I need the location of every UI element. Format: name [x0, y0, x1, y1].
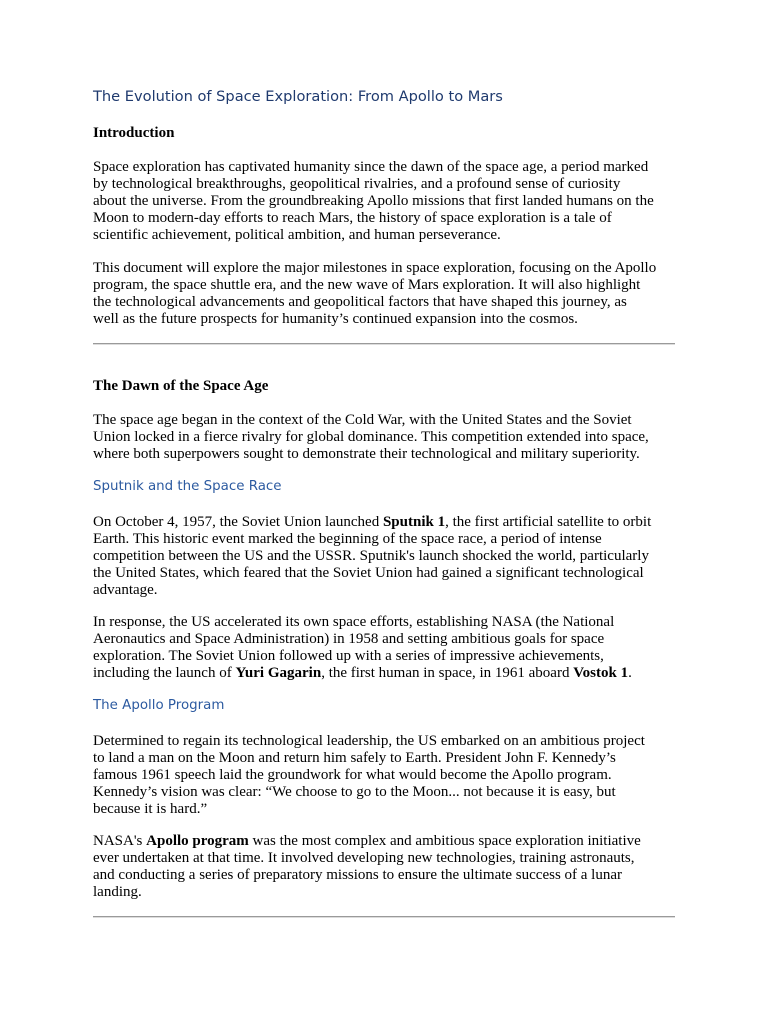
text-run: including the launch of — [93, 665, 236, 681]
text-line: Union locked in a fierce rivalry for global dominance. This competition extended into space, — [93, 429, 649, 445]
text-line: scientific achievement, political ambition, and human perseverance. — [93, 227, 501, 243]
text-run: On October 4, 1957, the Soviet Union launched — [93, 514, 383, 530]
sputnik-paragraph-2 — [93, 614, 676, 682]
text-line: by technological breakthroughs, geopolitical rivalries, and a profound sense of curiosity — [93, 176, 621, 192]
bold-term-sputnik-1: Sputnik 1 — [382, 514, 446, 530]
text-line: The space age began in the context of the Cold War, with the United States and the Soviet — [93, 412, 632, 428]
intro-paragraph-2 — [93, 260, 676, 328]
intro-paragraph-1 — [93, 159, 676, 244]
text-line: the United States, which feared that the Soviet Union had gained a significant technological — [93, 565, 644, 581]
text-line: the technological advancements and geopolitical factors that have shaped this journey, as — [93, 294, 627, 310]
text-line — [93, 665, 676, 682]
text-line: Determined to regain its technological leadership, the US embarked on an ambitious project — [93, 733, 645, 749]
text-line: Space exploration has captivated humanity since the dawn of the space age, a period marked — [93, 159, 649, 175]
text-run: , the first human in space, in 1961 aboard — [321, 665, 574, 681]
sputnik-paragraph-1 — [93, 514, 676, 599]
text-line: Moon to modern-day efforts to reach Mars, the history of space exploration is a tale of — [93, 210, 612, 226]
bold-term-vostok-1: Vostok 1 — [573, 665, 629, 681]
text-line: to land a man on the Moon and return him safely to Earth. President John F. Kennedy’s — [93, 750, 616, 766]
text-line — [93, 514, 676, 531]
text-line: where both superpowers sought to demonstrate their technological and military superiority. — [93, 446, 640, 462]
horizontal-divider — [93, 916, 675, 918]
text-line: famous 1961 speech laid the groundwork for what would become the Apollo program. — [93, 767, 612, 783]
text-line: ever undertaken at that time. It involved developing new technologies, training astronauts, — [93, 850, 635, 866]
text-run: , the first artificial satellite to orbit — [445, 514, 652, 530]
text-run: NASA's — [93, 833, 147, 849]
heading-introduction: Introduction — [93, 125, 175, 141]
dawn-paragraph-1 — [93, 412, 676, 463]
heading-sputnik-space-race: Sputnik and the Space Race — [93, 479, 282, 494]
text-line: Aeronautics and Space Administration) in 1958 and setting ambitious goals for space — [93, 631, 605, 647]
bold-term-yuri-gagarin: Yuri Gagarin — [235, 665, 322, 681]
text-line: This document will explore the major milestones in space exploration, focusing on the Apollo — [93, 260, 657, 276]
text-line: because it is hard.” — [93, 801, 208, 817]
apollo-paragraph-2 — [93, 833, 676, 901]
text-line: well as the future prospects for humanity’s continued expansion into the cosmos. — [93, 311, 578, 327]
horizontal-divider — [93, 343, 675, 345]
text-line: and conducting a series of preparatory missions to ensure the ultimate success of a lunar — [93, 867, 623, 883]
text-line — [93, 833, 676, 850]
text-run: . — [628, 665, 632, 681]
text-line: program, the space shuttle era, and the new wave of Mars exploration. It will also highlight — [93, 277, 641, 293]
text-line: landing. — [93, 884, 142, 900]
text-line: Earth. This historic event marked the beginning of the space race, a period of intense — [93, 531, 602, 547]
text-line: Kennedy’s vision was clear: “We choose to go to the Moon... not because it is easy, but — [93, 784, 616, 800]
heading-dawn-of-space-age: The Dawn of the Space Age — [93, 378, 269, 394]
text-run: was the most complex and ambitious space exploration initiative — [248, 833, 641, 849]
document-title: The Evolution of Space Exploration: From Apollo to Mars — [93, 88, 503, 105]
heading-apollo-program: The Apollo Program — [93, 698, 225, 713]
apollo-paragraph-1 — [93, 733, 676, 818]
text-line: advantage. — [93, 582, 158, 598]
text-line: competition between the US and the USSR. Sputnik's launch shocked the world, particularly — [93, 548, 649, 564]
text-line: In response, the US accelerated its own space efforts, establishing NASA (the National — [93, 614, 615, 630]
text-line: exploration. The Soviet Union followed up with a series of impressive achievements, — [93, 648, 604, 664]
text-line: about the universe. From the groundbreaking Apollo missions that first landed humans on the — [93, 193, 654, 209]
bold-term-apollo-program: Apollo program — [146, 833, 249, 849]
